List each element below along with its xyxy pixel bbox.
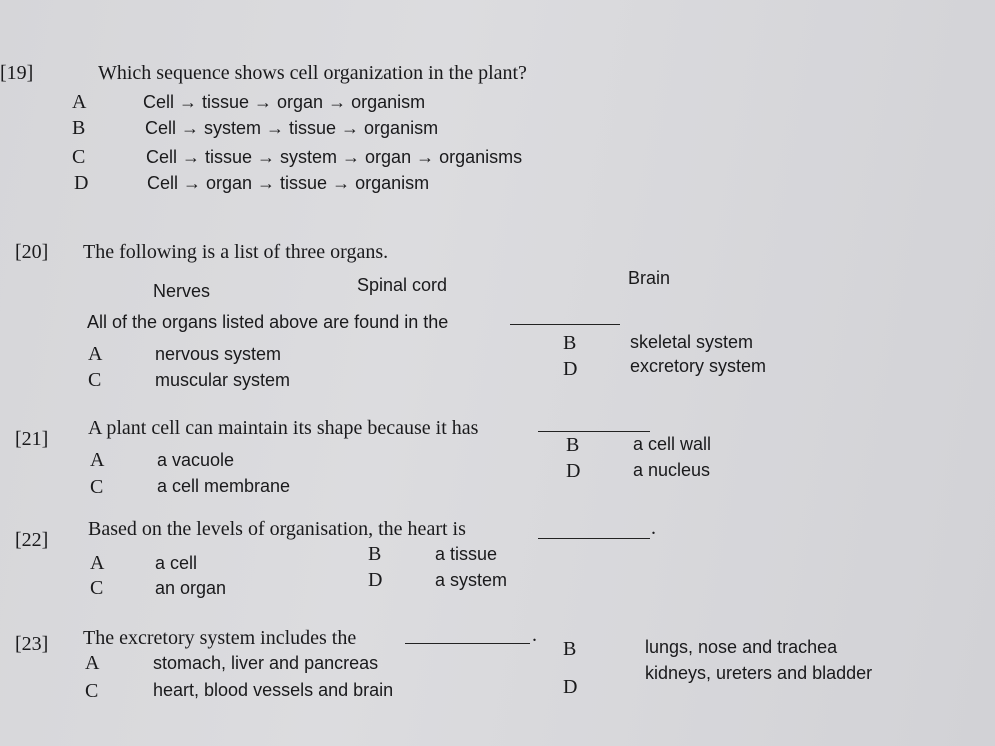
option-text: a cell wall bbox=[633, 434, 712, 454]
question-stem: All of the organs listed above are found in the bbox=[87, 312, 449, 332]
option-text: a vacuole bbox=[157, 450, 235, 470]
organ-item: Nerves bbox=[153, 281, 211, 301]
question-number: [21] bbox=[15, 428, 49, 450]
option-letter: A bbox=[90, 449, 105, 471]
option-letter: B bbox=[563, 332, 577, 354]
option-letter: A bbox=[88, 343, 103, 365]
option-letter: A bbox=[90, 552, 105, 574]
option-text: an organ bbox=[155, 578, 227, 598]
option-letter: B bbox=[72, 117, 86, 139]
option-letter: C bbox=[90, 476, 104, 498]
question-number: [22] bbox=[15, 529, 49, 551]
option-letter: B bbox=[368, 543, 382, 565]
option-text: stomach, liver and pancreas bbox=[153, 653, 379, 673]
question-text: Which sequence shows cell organization in the plant? bbox=[98, 62, 527, 84]
option-text: excretory system bbox=[630, 356, 767, 376]
question-number: [19] bbox=[0, 62, 34, 84]
answer-blank bbox=[510, 324, 620, 325]
option-text: a cell bbox=[155, 553, 198, 573]
question-number: [23] bbox=[15, 633, 49, 655]
question-number: [20] bbox=[15, 241, 49, 263]
option-letter: B bbox=[566, 434, 580, 456]
option-text: a system bbox=[435, 570, 508, 590]
option-letter: A bbox=[72, 91, 87, 113]
option-text: lungs, nose and trachea bbox=[645, 637, 838, 657]
option-letter: C bbox=[90, 577, 104, 599]
option-text: Cell → system → tissue → organism bbox=[145, 118, 439, 138]
option-text: nervous system bbox=[155, 344, 282, 364]
option-letter: C bbox=[72, 146, 86, 168]
option-text: a tissue bbox=[435, 544, 498, 564]
option-letter: C bbox=[85, 680, 99, 702]
answer-blank bbox=[538, 431, 650, 432]
question-text: Based on the levels of organisation, the heart is bbox=[88, 518, 466, 540]
question-text: The following is a list of three organs. bbox=[83, 241, 389, 263]
question-text: A plant cell can maintain its shape because it has bbox=[88, 417, 479, 439]
option-text: muscular system bbox=[155, 370, 291, 390]
option-text: kidneys, ureters and bladder bbox=[645, 663, 873, 683]
option-letter: A bbox=[85, 652, 100, 674]
question-text: The excretory system includes the bbox=[83, 627, 357, 649]
option-letter: D bbox=[566, 460, 581, 482]
option-text: a cell membrane bbox=[157, 476, 291, 496]
option-text: Cell → tissue → system → organ → organisms bbox=[146, 147, 523, 167]
option-text: Cell → organ → tissue → organism bbox=[147, 173, 430, 193]
question-end: . bbox=[651, 517, 656, 539]
option-letter: B bbox=[563, 638, 577, 660]
answer-blank bbox=[405, 643, 530, 644]
answer-blank bbox=[538, 538, 650, 539]
organ-item: Spinal cord bbox=[357, 275, 448, 295]
option-text: Cell → tissue → organ → organism bbox=[143, 92, 426, 112]
question-end: . bbox=[532, 624, 537, 646]
organ-item: Brain bbox=[628, 268, 671, 288]
option-letter: D bbox=[563, 676, 578, 698]
option-text: a nucleus bbox=[633, 460, 711, 480]
option-text: heart, blood vessels and brain bbox=[153, 680, 394, 700]
option-letter: D bbox=[368, 569, 383, 591]
option-letter: C bbox=[88, 369, 102, 391]
option-letter: D bbox=[563, 358, 578, 380]
option-letter: D bbox=[74, 172, 89, 194]
option-text: skeletal system bbox=[630, 332, 754, 352]
